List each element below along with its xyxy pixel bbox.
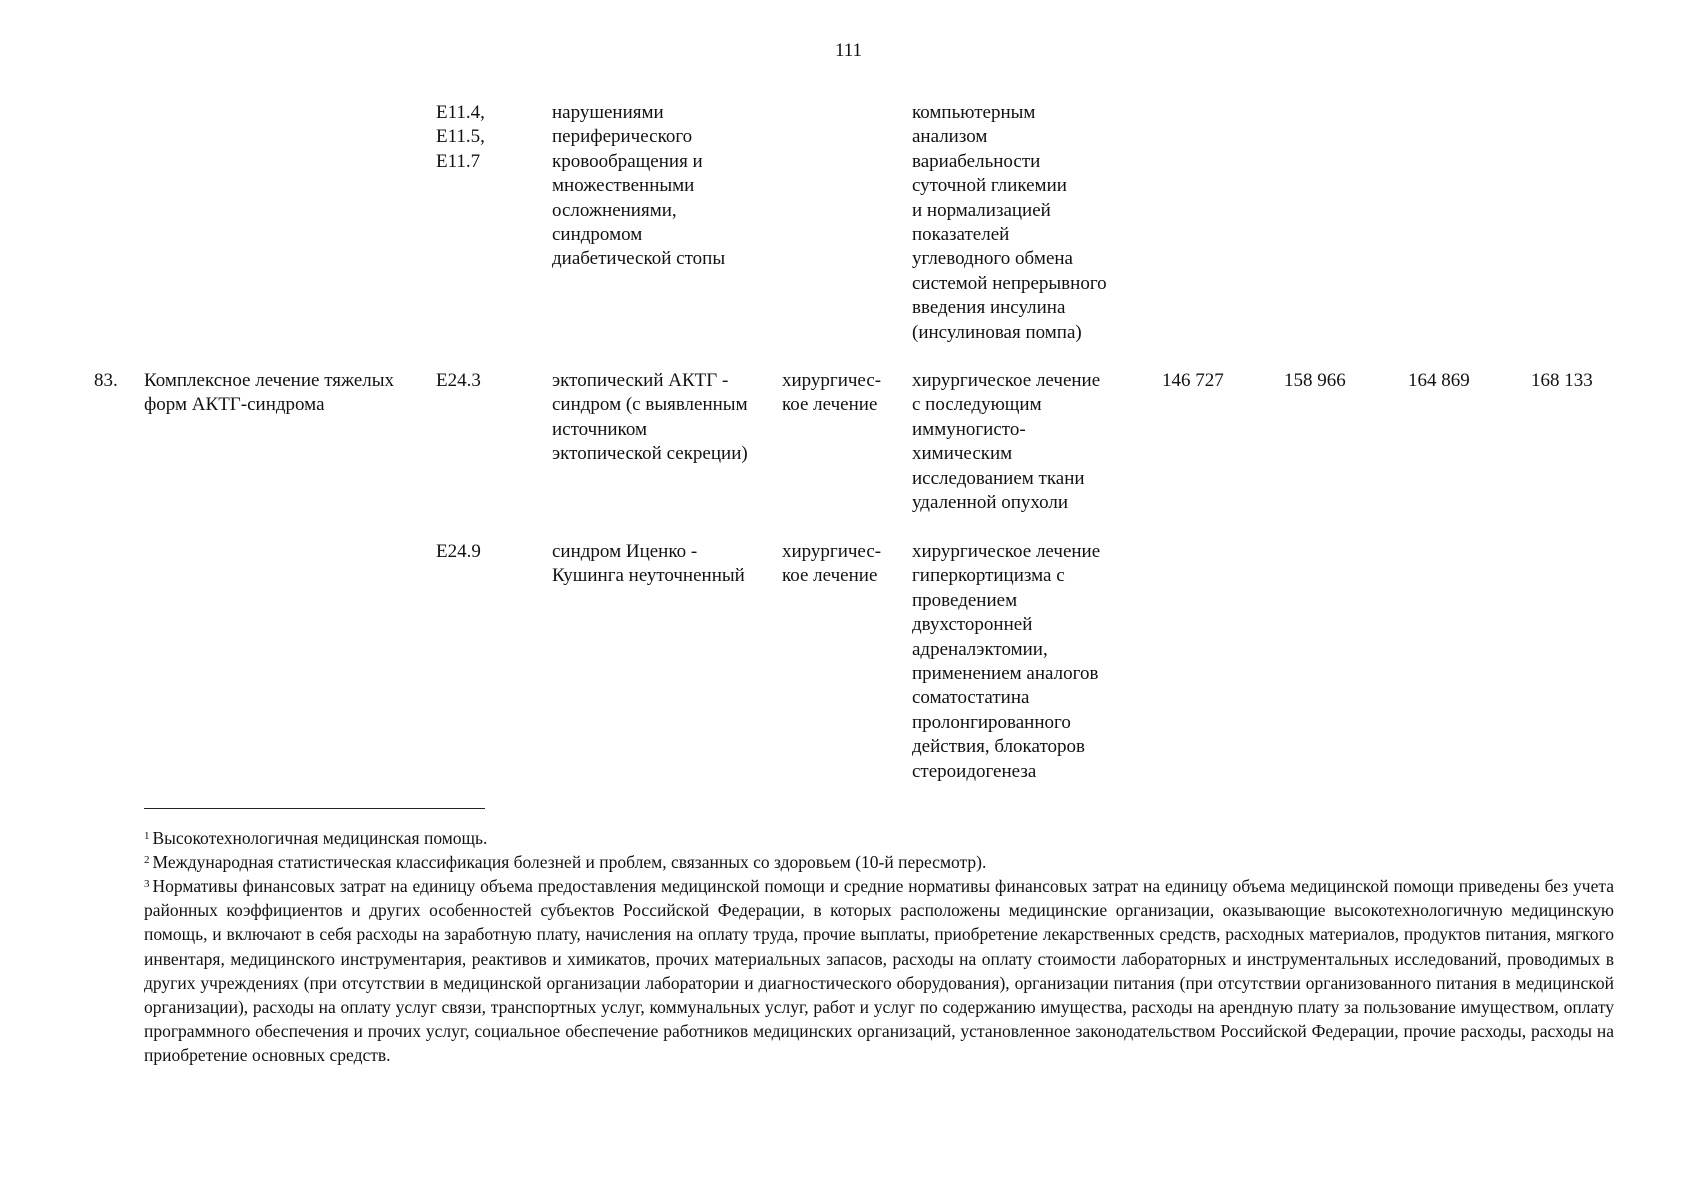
- row-2-method: хирургическое лечение гиперкортицизма с проведением двухсторонней адреналэктомии, применением аналогов соматостатина пролонгированного действия, блокаторов стероидогенеза: [912, 541, 1101, 782]
- footnote-separator: [144, 808, 485, 809]
- footnote-3: [144, 874, 1614, 1068]
- row-1-value-2: 158 966: [1284, 370, 1346, 391]
- row-1-treatment-type: хирургичес- кое лечение: [782, 370, 882, 416]
- footnote-2: [144, 850, 1614, 874]
- footnote-3-mark: 3: [144, 878, 150, 890]
- row-1-method: хирургическое лечение с последующим иммуногисто- химическим исследованием ткани удаленной опухоли: [912, 370, 1101, 514]
- footnote-2-mark: 2: [144, 854, 150, 866]
- row-2-model: синдром Иценко - Кушинга неуточненный: [552, 541, 745, 587]
- row-1-codes: E24.3: [436, 370, 481, 391]
- row-1-value-3: 164 869: [1408, 370, 1470, 391]
- row-2-treatment-type: хирургичес- кое лечение: [782, 541, 882, 587]
- footnote-1: [144, 826, 1614, 850]
- footnote-1-mark: 1: [144, 830, 150, 842]
- page-number: 111: [834, 40, 863, 61]
- row-1-name: Комплексное лечение тяжелых форм АКТГ-синдрома: [144, 370, 395, 416]
- row-0-codes: E11.4, E11.5, E11.7: [436, 102, 485, 172]
- footnote-1-text: Высокотехнологичная медицинская помощь.: [152, 828, 488, 848]
- footnote-2-text: Международная статистическая классификация болезней и проблем, связанных со здоровьем (10-й пересмотр).: [152, 852, 987, 872]
- footnote-3-text: Нормативы финансовых затрат на единицу объема предоставления медицинской помощи и средние нормативы финансовых затрат на единицу объема медицинской помощи приведены без учета районных коэффициентов и других особенностей субъектов Российской Федерации, в которых расположены медицинские организации, оказывающие высокотехнологичную медицинскую помощь, и включают в себя расходы на заработную плату, начисления на оплату труда, прочие выплаты, приобретение лекарственных средств, расходных материалов, продуктов питания, мягкого инвентаря, медицинского инструментария, реактивов и химикатов, прочих материальных запасов, расходы на оплату стоимости лабораторных и инструментальных исследований, проводимых в других учреждениях (при отсутствии в медицинской организации лаборатории и диагностического оборудования), организации питания (при отсутствии организованного питания в медицинской организации), расходы на оплату услуг связи, транспортных услуг, коммунальных услуг, работ и услуг по содержанию имущества, расходы на арендную плату за пользование имуществом, оплату программного обеспечения и прочих услуг, социальное обеспечение работников медицинских организаций, установленное законодательством Российской Федерации, прочие расходы, расходы на приобретение основных средств.: [144, 876, 1614, 1066]
- row-2-codes: E24.9: [436, 541, 481, 562]
- row-0-method: компьютерным анализом вариабельности суточной гликемии и нормализацией показателей углеводного обмена системой непрерывного введения инсулина (инсулиновая помпа): [912, 102, 1107, 343]
- row-1-index: 83.: [94, 370, 118, 391]
- row-1-value-1: 146 727: [1162, 370, 1224, 391]
- row-0-model: нарушениями периферического кровообращения и множественными осложнениями, синдромом диабетической стопы: [552, 102, 726, 270]
- row-1-model: эктопический АКТГ - синдром (с выявленным источником эктопической секреции): [552, 370, 748, 465]
- row-1-value-4: 168 133: [1531, 370, 1593, 391]
